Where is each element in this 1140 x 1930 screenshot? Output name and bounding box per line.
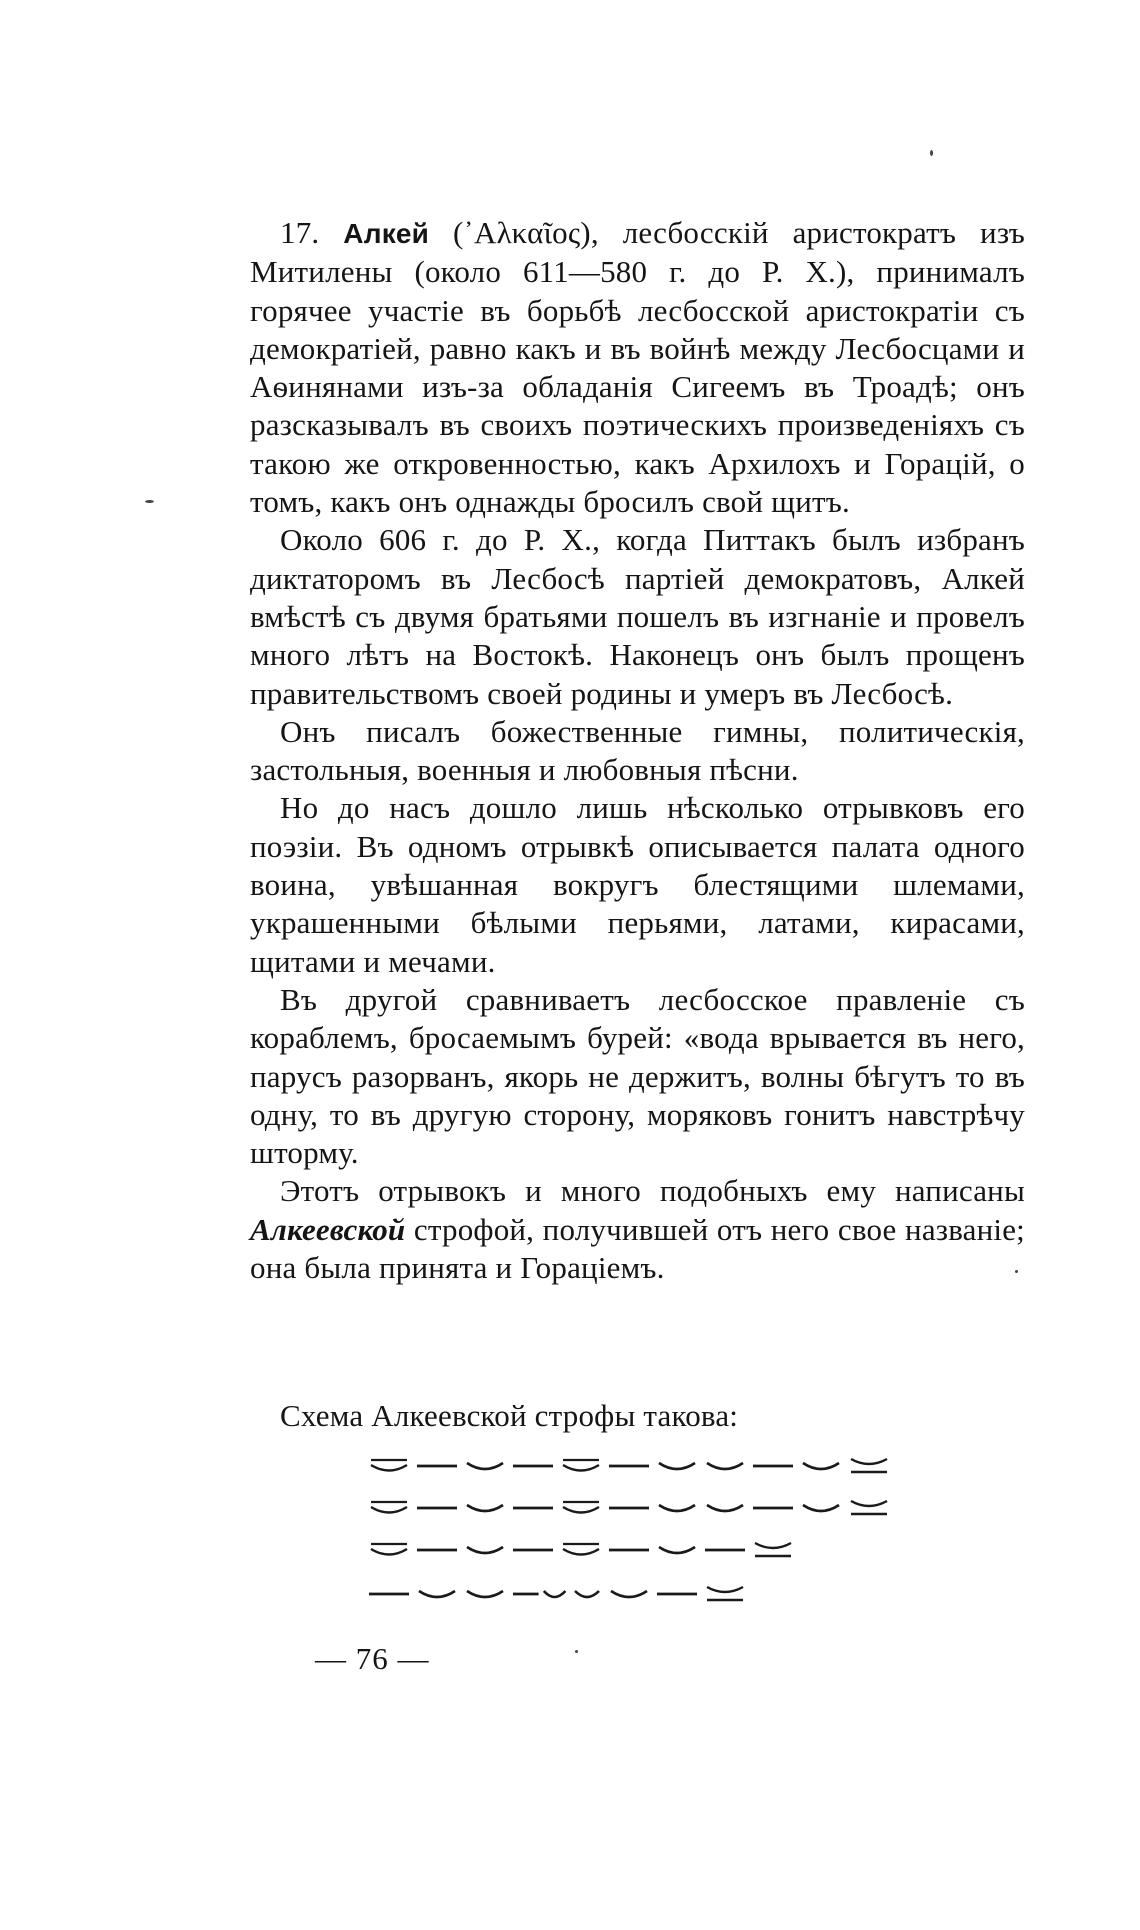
paragraph-ship: Въ другой сравниваетъ лесбосское правленіе съ кораблемъ, бросаемымъ бурей: «вода врывается въ него, парусъ разорванъ, якорь не держитъ, волны бѣгутъ то въ одну, то въ другую сторону, моряковъ гонитъ навстрѣчу шторму. [250, 981, 1025, 1171]
meter-symbol-short [611, 1591, 647, 1597]
paragraph-fragments: Но до насъ дошло лишь нѣсколько отрывковъ его поэзіи. Въ одномъ отрывкѣ описывается палата одного воина, увѣшанная вокругъ блестящими шлемами, украшенными бѣлыми перьями, латами, кирасами, щитами и мечами. [250, 790, 1025, 979]
meter-symbol-final [851, 1459, 887, 1472]
page-number: — 76 — [315, 1641, 430, 1676]
intro-text: , лесбосскій аристократъ изъ Митилены (около 611—580 г. до Р. Х.), принималъ горячее участіе въ борьбѣ лесбосской аристократіи съ демократіей, равно какъ и въ войнѣ между Лесбосцами и Аѳинянами изъ-за обладанія Сигеемъ въ Троадѣ; онъ разсказывалъ въ своихъ поэтическихъ произведеніяхъ съ такою же откровенностью, какъ Архилохъ и Горацій, о томъ, какъ онъ однажды бросилъ свой щитъ. [250, 215, 1025, 520]
article-text [250, 214, 1025, 1287]
meter-symbol-short [467, 1463, 503, 1469]
meter-symbol-short [659, 1463, 695, 1469]
print-speck [145, 500, 154, 503]
alcaic-meter-scheme [365, 1448, 925, 1628]
meter-symbol-short [803, 1505, 839, 1511]
meter-symbol-short [803, 1463, 839, 1469]
meter-row [371, 1543, 791, 1556]
meter-symbol-short [467, 1591, 503, 1597]
meter-symbol-anceps [371, 1544, 407, 1555]
article-number: 17. [280, 215, 320, 250]
meter-diagram [365, 1448, 925, 1628]
meter-symbol-anceps [563, 1460, 599, 1471]
meter-symbol-short [659, 1547, 695, 1553]
print-speck [1015, 1270, 1018, 1273]
meter-symbol-anceps [563, 1502, 599, 1513]
meter-symbol-final [755, 1543, 791, 1556]
print-speck [930, 150, 933, 156]
paragraph-stanza [250, 1172, 1025, 1287]
stanza-emphasis: Алкеевской [250, 1211, 406, 1247]
scheme-title: Схема Алкеевской строфы такова: [280, 1398, 739, 1433]
poet-name: Алкей [343, 218, 430, 249]
meter-row [371, 1459, 887, 1472]
meter-symbol-anceps [563, 1544, 599, 1555]
meter-row [371, 1501, 887, 1514]
paragraph-intro [250, 214, 1025, 521]
stanza-text-after: строфой, получившей отъ него свое названіе; она была принята и Гораціемъ. [250, 1211, 1025, 1286]
meter-symbol-short [707, 1505, 743, 1511]
meter-symbol-short [707, 1463, 743, 1469]
meter-symbol-short [659, 1505, 695, 1511]
meter-row [369, 1587, 743, 1600]
meter-symbol-short [467, 1505, 503, 1511]
stanza-text-before: Этотъ отрывокъ и много подобныхъ ему написаны [280, 1173, 1025, 1209]
meter-symbol-short [467, 1547, 503, 1553]
meter-symbol-short [419, 1591, 455, 1597]
meter-symbol-final [707, 1587, 743, 1600]
meter-symbol-final [851, 1501, 887, 1514]
print-speck [575, 1650, 578, 1653]
meter-symbol-anceps [371, 1460, 407, 1471]
paragraph-works: Онъ писалъ божественные гимны, политическія, застольныя, военныя и любовныя пѣсни. [250, 713, 1025, 788]
meter-symbol-long-short-short [513, 1591, 599, 1597]
meter-symbol-anceps [371, 1502, 407, 1513]
greek-name: (᾽Αλκαῖος) [429, 215, 591, 250]
paragraph-exile: Около 606 г. до Р. Х., когда Питтакъ былъ избранъ диктаторомъ въ Лесбосѣ партіей демократовъ, Алкей вмѣстѣ съ двумя братьями пошелъ въ изгнаніе и провелъ много лѣтъ на Востокѣ. Наконецъ онъ былъ прощенъ правительствомъ своей родины и умеръ въ Лесбосѣ. [250, 522, 1025, 711]
